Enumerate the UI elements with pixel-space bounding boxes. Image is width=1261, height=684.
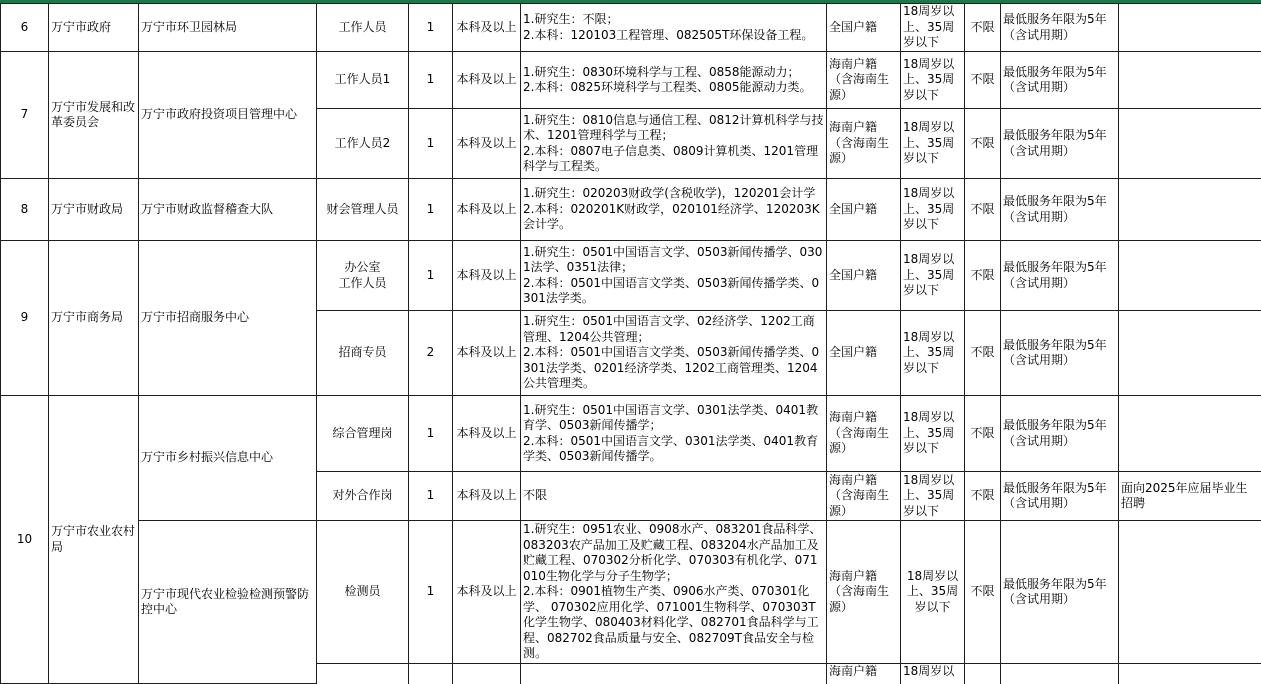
- other-requirement: 不限: [965, 241, 1001, 311]
- row-number: 9: [1, 241, 49, 396]
- department: 万宁市财政局: [49, 179, 139, 241]
- hiring-count: 2: [409, 311, 453, 396]
- table-row: [1, 396, 1261, 472]
- household-requirement: 海南户籍（含海南生源）: [827, 521, 901, 664]
- hiring-count: 1: [409, 241, 453, 311]
- note: [1119, 311, 1261, 396]
- age-requirement: 18周岁以上、35周岁以下: [901, 4, 965, 52]
- education: 本科及以上: [453, 241, 521, 311]
- hiring-count: 1: [409, 396, 453, 472]
- education: 本科及以上: [453, 109, 521, 179]
- age-requirement: 18周岁以上、35周岁以下: [901, 179, 965, 241]
- age-requirement: 18周岁以上、35周岁以下: [901, 472, 965, 521]
- service-period: 最低服务年限为5年（含试用期）: [1001, 179, 1119, 241]
- note: 面向2025年应届毕业生招聘: [1119, 472, 1261, 521]
- household-requirement: 海南户籍: [827, 664, 901, 684]
- position-name: 财会管理人员: [317, 179, 409, 241]
- other-requirement: 不限: [965, 4, 1001, 52]
- department: 万宁市政府: [49, 4, 139, 52]
- employer-unit: 万宁市政府投资项目管理中心: [139, 52, 317, 179]
- household-requirement: 全国户籍: [827, 179, 901, 241]
- age-requirement: 18周岁以上、35周岁以下: [901, 241, 965, 311]
- service-period: 最低服务年限为5年（含试用期）: [1001, 4, 1119, 52]
- employer-unit: 万宁市招商服务中心: [139, 241, 317, 396]
- major-requirement: 1.研究生：0501中国语言文学、0503新闻传播学、0301法学、0351法律； 2.本科：0501中国语言文学类、0503新闻传播学类、0301法学类。: [521, 241, 827, 311]
- education: 本科及以上: [453, 521, 521, 664]
- other-requirement: 不限: [965, 52, 1001, 109]
- note: [1119, 4, 1261, 52]
- major-requirement: 1.研究生：不限； 2.本科：120103工程管理、082505T环保设备工程。: [521, 4, 827, 52]
- age-requirement: 18周岁以上、35周岁以下: [901, 521, 965, 664]
- position-name: [317, 664, 409, 684]
- note: [1119, 52, 1261, 109]
- department: 万宁市农业农村局: [49, 396, 139, 684]
- major-requirement: 1.研究生：0501中国语言文学、0301法学类、0401教育学、0503新闻传播学； 2.本科：0501中国语言文学、0301法学类、0401教育学类、0503新闻传播学。: [521, 396, 827, 472]
- note: [1119, 109, 1261, 179]
- table-row: [1, 4, 1261, 52]
- other-requirement: 不限: [965, 396, 1001, 472]
- other-requirement: 不限: [965, 521, 1001, 664]
- position-name: 工作人员2: [317, 109, 409, 179]
- household-requirement: 全国户籍: [827, 311, 901, 396]
- education: 本科及以上: [453, 311, 521, 396]
- position-name: 检测员: [317, 521, 409, 664]
- education: 本科及以上: [453, 179, 521, 241]
- other-requirement: 不限: [965, 179, 1001, 241]
- education: [453, 664, 521, 684]
- row-number: 8: [1, 179, 49, 241]
- note: [1119, 241, 1261, 311]
- table-row: [1, 52, 1261, 109]
- education: 本科及以上: [453, 52, 521, 109]
- row-number: 7: [1, 52, 49, 179]
- hiring-count: 1: [409, 4, 453, 52]
- position-name: 工作人员: [317, 4, 409, 52]
- education: 本科及以上: [453, 4, 521, 52]
- service-period: [1001, 664, 1119, 684]
- table-row: [1, 179, 1261, 241]
- position-name: 综合管理岗: [317, 396, 409, 472]
- table-row: [1, 241, 1261, 311]
- service-period: 最低服务年限为5年（含试用期）: [1001, 311, 1119, 396]
- age-requirement: 18周岁以上、35周岁以下: [901, 52, 965, 109]
- education: 本科及以上: [453, 396, 521, 472]
- other-requirement: 不限: [965, 311, 1001, 396]
- department: 万宁市发展和改革委员会: [49, 52, 139, 179]
- note: [1119, 396, 1261, 472]
- hiring-count: 1: [409, 521, 453, 664]
- row-number: 6: [1, 4, 49, 52]
- hiring-count: 1: [409, 52, 453, 109]
- employer-unit: 万宁市环卫园林局: [139, 4, 317, 52]
- service-period: 最低服务年限为5年（含试用期）: [1001, 52, 1119, 109]
- other-requirement: [965, 664, 1001, 684]
- service-period: 最低服务年限为5年（含试用期）: [1001, 396, 1119, 472]
- hiring-count: 1: [409, 109, 453, 179]
- department: 万宁市商务局: [49, 241, 139, 396]
- position-name: 工作人员1: [317, 52, 409, 109]
- recruitment-table: [0, 3, 1261, 684]
- education: 本科及以上: [453, 472, 521, 521]
- major-requirement: 1.研究生：0810信息与通信工程、0812计算机科学与技术、1201管理科学与工程； 2.本科：0807电子信息类、0809计算机类、1201管理科学与工程类。: [521, 109, 827, 179]
- service-period: 最低服务年限为5年（含试用期）: [1001, 109, 1119, 179]
- household-requirement: 海南户籍（含海南生源）: [827, 52, 901, 109]
- age-requirement: 18周岁以上、35周岁以下: [901, 109, 965, 179]
- major-requirement: 1.研究生：0951农业、0908水产、083201食品科学、083203农产品加工及贮藏工程、083204水产品加工及贮藏工程、070302分析化学、070303有机化学、071010生物化学与分子生物学； 2.本科：0901植物生产类、0906水产类、070301化学、 070302应用化学、071001生物科学、070303T化学生物学、080403材料化学、082701食品科学与工程、082702食品质量与安全、082709T食品安全与检测。: [521, 521, 827, 664]
- note: [1119, 521, 1261, 664]
- hiring-count: 1: [409, 472, 453, 521]
- household-requirement: 海南户籍（含海南生源）: [827, 396, 901, 472]
- table-row: [1, 521, 1261, 664]
- other-requirement: 不限: [965, 472, 1001, 521]
- other-requirement: 不限: [965, 109, 1001, 179]
- row-number: 10: [1, 396, 49, 684]
- age-requirement: 18周岁以: [901, 664, 965, 684]
- service-period: 最低服务年限为5年（含试用期）: [1001, 241, 1119, 311]
- hiring-count: 1: [409, 179, 453, 241]
- position-name: 招商专员: [317, 311, 409, 396]
- household-requirement: 海南户籍（含海南生源）: [827, 109, 901, 179]
- employer-unit: 万宁市现代农业检验检测预警防控中心: [139, 521, 317, 684]
- note: [1119, 664, 1261, 684]
- position-name: 对外合作岗: [317, 472, 409, 521]
- note: [1119, 179, 1261, 241]
- major-requirement: [521, 664, 827, 684]
- major-requirement: 1.研究生：0830环境科学与工程、0858能源动力； 2.本科：0825环境科学与工程类、0805能源动力类。: [521, 52, 827, 109]
- hiring-count: [409, 664, 453, 684]
- major-requirement: 1.研究生：020203财政学(含税收学)，120201会计学 2.本科：020201K财政学，020101经济学、120203K会计学。: [521, 179, 827, 241]
- service-period: 最低服务年限为5年（含试用期）: [1001, 521, 1119, 664]
- service-period: 最低服务年限为5年（含试用期）: [1001, 472, 1119, 521]
- age-requirement: 18周岁以上、35周岁以下: [901, 311, 965, 396]
- major-requirement: 不限: [521, 472, 827, 521]
- age-requirement: 18周岁以上、35周岁以下: [901, 396, 965, 472]
- position-name: 办公室 工作人员: [317, 241, 409, 311]
- major-requirement: 1.研究生：0501中国语言文学、02经济学、1202工商管理、1204公共管理； 2.本科：0501中国语言文学类、0503新闻传播学类、0301法学类、0201经济学类、1202工商管理类、1204公共管理类。: [521, 311, 827, 396]
- employer-unit: 万宁市乡村振兴信息中心: [139, 396, 317, 521]
- employer-unit: 万宁市财政监督稽查大队: [139, 179, 317, 241]
- household-requirement: 全国户籍: [827, 4, 901, 52]
- household-requirement: 海南户籍（含海南生源）: [827, 472, 901, 521]
- household-requirement: 全国户籍: [827, 241, 901, 311]
